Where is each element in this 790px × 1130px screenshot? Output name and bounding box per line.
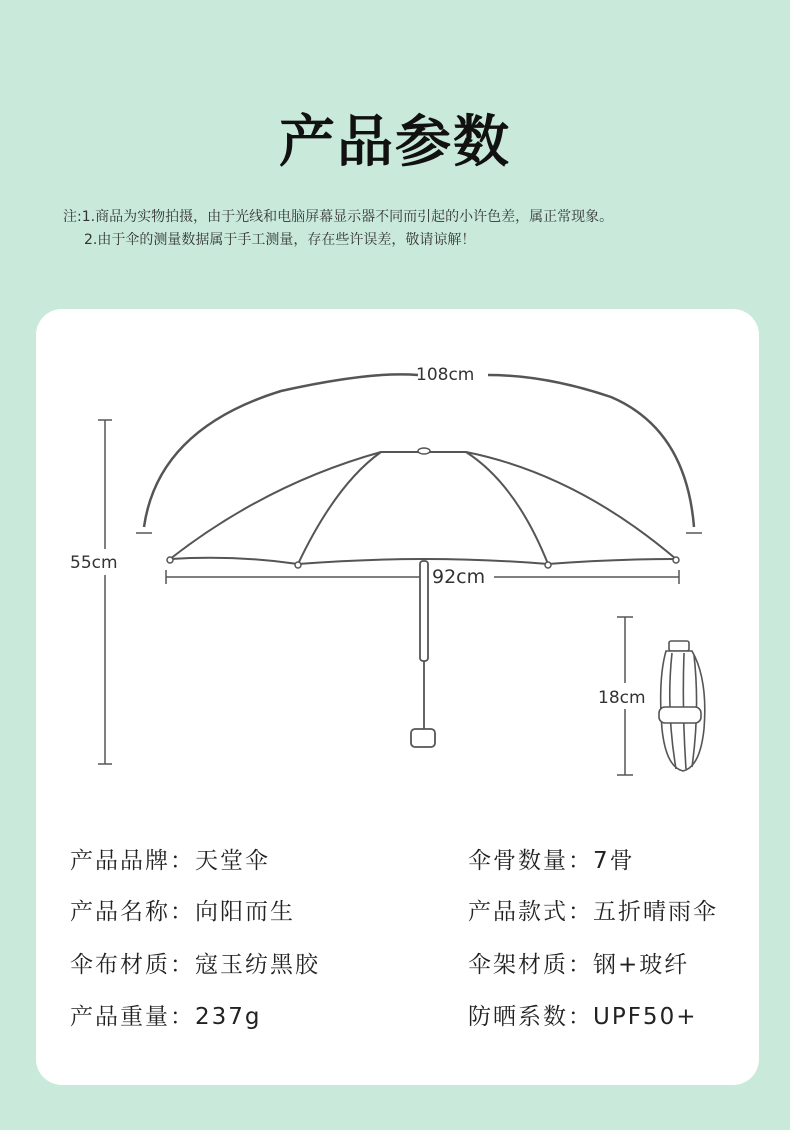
spec-value: 向阳而生 bbox=[195, 899, 295, 925]
spec-weight bbox=[70, 998, 262, 1031]
spec-value: 寇玉纺黑胶 bbox=[195, 952, 320, 978]
spec-label: 产品款式： bbox=[468, 899, 593, 925]
height-label: 55cm bbox=[70, 553, 118, 573]
spec-label: 伞架材质： bbox=[468, 952, 593, 978]
arc-length-label: 108cm bbox=[416, 365, 475, 385]
umbrella-canopy bbox=[170, 452, 676, 559]
page-title: 产品参数 bbox=[279, 110, 511, 175]
spec-style bbox=[468, 893, 718, 926]
spec-label: 防晒系数： bbox=[468, 1004, 593, 1030]
spec-uv bbox=[468, 998, 697, 1031]
folded-umbrella-icon bbox=[659, 641, 705, 771]
spec-value: 7骨 bbox=[593, 848, 635, 874]
arc-dimension-line bbox=[144, 374, 418, 527]
folded-length-label: 18cm bbox=[598, 688, 646, 708]
spec-label: 伞布材质： bbox=[70, 952, 195, 978]
spec-card bbox=[36, 309, 759, 1085]
spec-brand bbox=[70, 842, 270, 875]
spec-fabric bbox=[70, 946, 320, 979]
spec-label: 产品品牌： bbox=[70, 848, 195, 874]
disclaimer-note-2: 2.由于伞的测量数据属于手工测量，存在些许误差，敬请谅解！ bbox=[84, 232, 476, 248]
spec-value: 钢+玻纤 bbox=[593, 952, 690, 978]
spec-value: 五折晴雨伞 bbox=[593, 899, 718, 925]
spec-ribs bbox=[468, 842, 635, 875]
spec-frame bbox=[468, 946, 689, 979]
spec-value: 237g bbox=[195, 1004, 262, 1030]
span-label: 92cm bbox=[432, 566, 486, 588]
disclaimer-note-1: 注:1.商品为实物拍摄，由于光线和电脑屏幕显示器不同而引起的小许色差，属正常现象。 bbox=[63, 209, 614, 225]
umbrella-handle bbox=[411, 729, 435, 747]
umbrella-dimension-diagram bbox=[36, 309, 759, 809]
spec-value: 天堂伞 bbox=[195, 848, 270, 874]
umbrella-shaft bbox=[420, 561, 428, 661]
spec-label: 产品名称： bbox=[70, 899, 195, 925]
spec-label: 产品重量： bbox=[70, 1004, 195, 1030]
arc-dimension-line-right bbox=[488, 375, 694, 527]
spec-product-name bbox=[70, 893, 295, 926]
spec-value: UPF50+ bbox=[593, 1004, 698, 1030]
spec-label: 伞骨数量： bbox=[468, 848, 593, 874]
